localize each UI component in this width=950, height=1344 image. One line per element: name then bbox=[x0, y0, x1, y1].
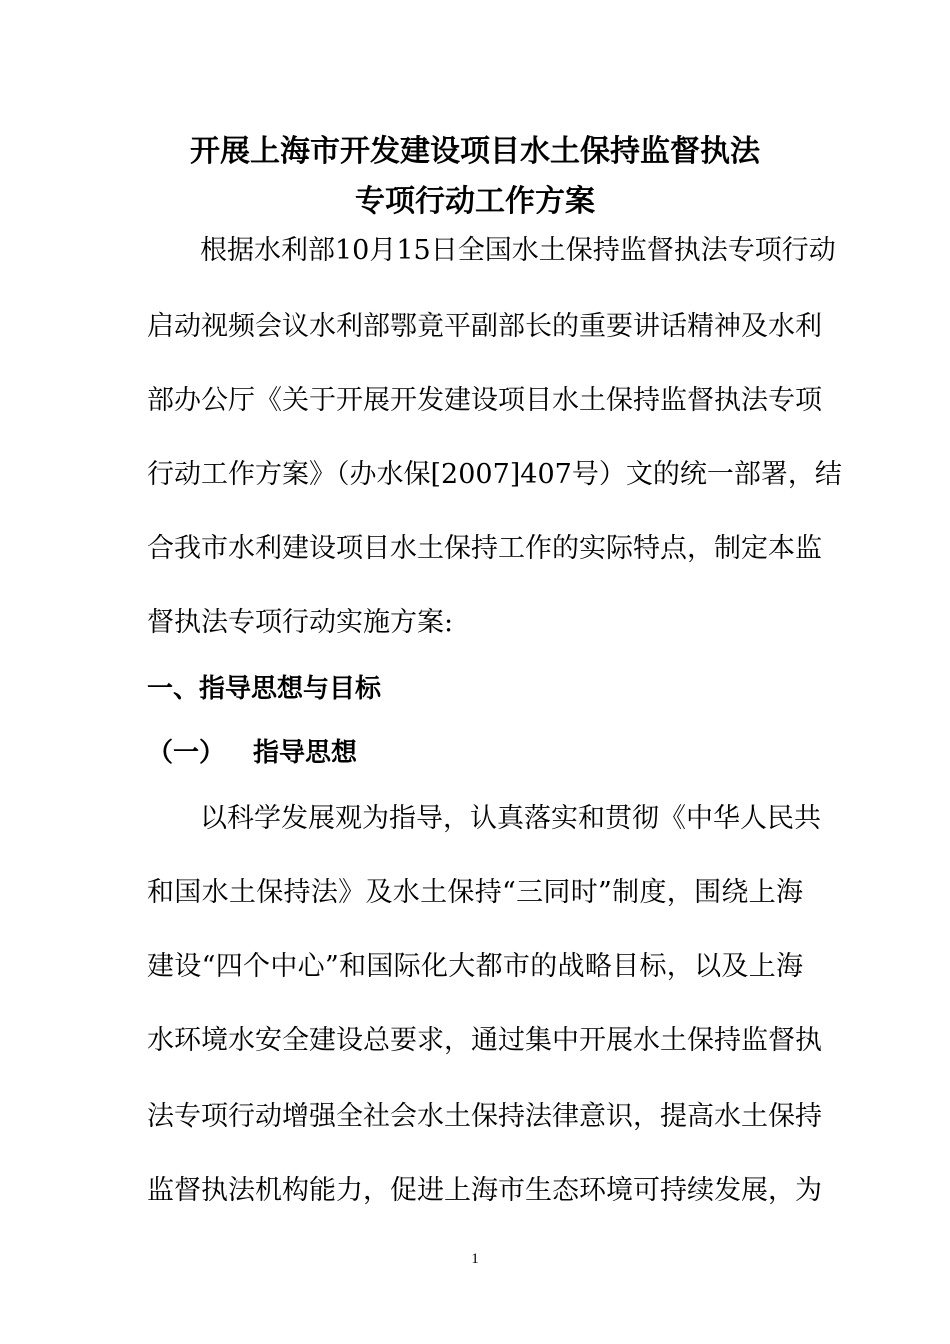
guidance-line: 水环境水安全建设总要求，通过集中开展水土保持监督执 bbox=[147, 1025, 822, 1056]
guidance-line: 和国水土保持法》及水土保持“三同时”制度，围绕上海 bbox=[147, 877, 803, 908]
subsection-title: 指导思想 bbox=[253, 738, 358, 768]
intro-line: 行动工作方案》（办水保[2007]407号）文的统一部署，结 bbox=[147, 459, 842, 490]
guidance-line: 建设“四个中心”和国际化大都市的战略目标，以及上海 bbox=[147, 951, 803, 982]
subsection-heading bbox=[147, 736, 357, 770]
page-number: 1 bbox=[471, 1251, 479, 1267]
guidance-line: 以科学发展观为指导，认真落实和贯彻《中华人民共 bbox=[200, 803, 821, 834]
document-title-line-1: 开展上海市开发建设项目水土保持监督执法 bbox=[190, 134, 760, 169]
intro-line: 合我市水利建设项目水土保持工作的实际特点，制定本监 bbox=[147, 533, 822, 564]
intro-line: 督执法专项行动实施方案: bbox=[147, 607, 454, 638]
subsection-number: （一） bbox=[147, 738, 226, 768]
intro-line: 启动视频会议水利部鄂竟平副部长的重要讲话精神及水利 bbox=[147, 311, 822, 342]
document-title-line-2: 专项行动工作方案 bbox=[355, 184, 595, 219]
intro-line: 根据水利部10月15日全国水土保持监督执法专项行动 bbox=[200, 235, 836, 266]
intro-line: 部办公厅《关于开展开发建设项目水土保持监督执法专项 bbox=[147, 385, 822, 416]
section-heading: 一、指导思想与目标 bbox=[147, 674, 382, 704]
guidance-line: 监督执法机构能力，促进上海市生态环境可持续发展，为 bbox=[147, 1175, 822, 1206]
guidance-line: 法专项行动增强全社会水土保持法律意识，提高水土保持 bbox=[147, 1101, 822, 1132]
